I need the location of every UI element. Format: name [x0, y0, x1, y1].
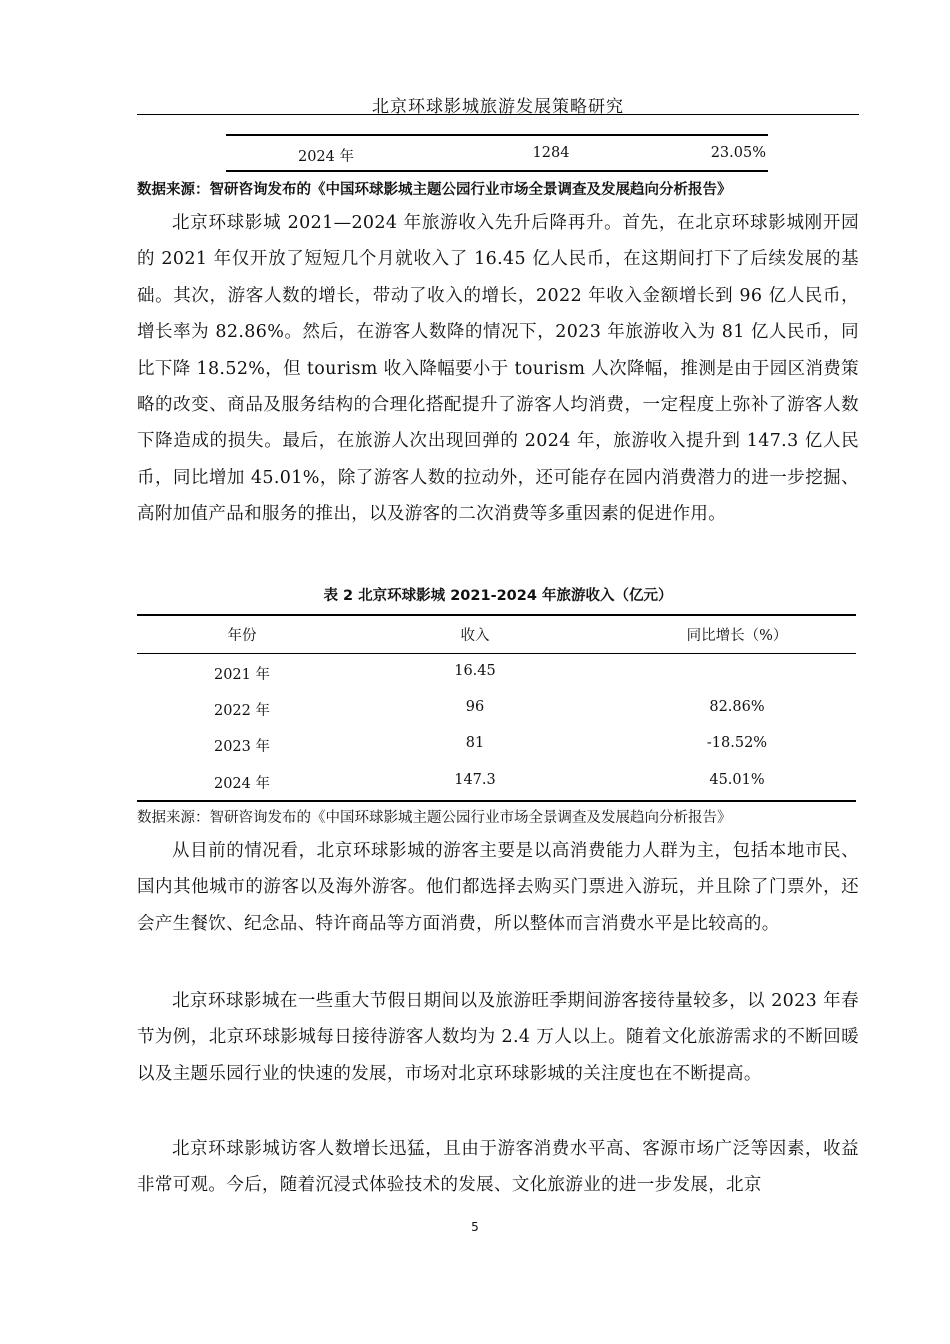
- table2-growth-cell: -18.52%: [706, 735, 768, 751]
- table2-income-cell: 16.45: [454, 663, 496, 679]
- running-header: 北京环球影城旅游发展策略研究: [372, 97, 624, 117]
- table2-growth-cell: 82.86%: [709, 699, 765, 715]
- table2-year-cell: 2022 年: [213, 703, 270, 719]
- table1-row-2024: [226, 145, 768, 167]
- table1-bottom-rule: [226, 170, 768, 172]
- table2-header-year: 年份: [227, 628, 257, 644]
- table2-header-rule: [137, 653, 856, 654]
- paragraph-visitor-profile: 从目前的情况看，北京环球影城的游客主要是以高消费能力人群为主，包括本地市民、国内其他城市的游客以及海外游客。他们都选择去购买门票进入游玩，并且除了门票外，还会产生餐饮、纪念品、特许商品等方面消费，所以整体而言消费水平是比较高的。: [137, 841, 859, 934]
- table2-growth-cell: 45.01%: [709, 772, 765, 788]
- table2-bottom-rule: [137, 800, 856, 802]
- table2-header-income: 收入: [460, 628, 490, 644]
- table2-year-cell: 2021 年: [213, 667, 270, 683]
- table2-source-note: 数据来源：智研咨询发布的《中国环球影城主题公园行业市场全景调查及发展趋向分析报告》: [137, 810, 732, 826]
- table1-year-cell: 2024 年: [297, 149, 354, 165]
- table-row: [137, 663, 856, 685]
- table2-income-cell: 96: [465, 699, 485, 715]
- paragraph-revenue-trend: 北京环球影城 2021—2024 年旅游收入先升后降再升。首先，在北京环球影城刚开园的 2021 年仅开放了短短几个月就收入了 16.45 亿人民币，在这期间打下了后续发展的基础。其次，游客人数的增长，带动了收入的增长，2022 年收入金额增长到 96 亿人民币，增长率为 82.86%。然后，在游客人数降的情况下，2023 年旅游收入为 81 亿人民币，同比下降 18.52%，但 tourism 收入降幅要小于 tourism 人次降幅，推测是由于园区消费策略的改变、商品及服务结构的合理化搭配提升了游客人均消费，一定程度上弥补了游客人数下降造成的损失。最后，在旅游人次出现回弹的 2024 年，旅游收入提升到 147.3 亿人民币，同比增加 45.01%，除了游客人数的拉动外，还可能存在园内消费潜力的进一步挖掘、高附加值产品和服务的推出，以及游客的二次消费等多重因素的促进作用。: [137, 213, 859, 525]
- table1-rate-cell: 23.05%: [710, 145, 766, 161]
- paragraph-peak-season: 北京环球影城在一些重大节假日期间以及旅游旺季期间游客接待量较多，以 2023 年春节为例，北京环球影城每日接待游客人数均为 2.4 万人以上。随着文化旅游需求的不断回暖以及主题乐园行业的快速的发展，市场对北京环球影城的关注度也在不断提高。: [137, 991, 859, 1084]
- table2-year-cell: 2023 年: [213, 739, 270, 755]
- table2-caption: 表 2 北京环球影城 2021-2024 年旅游收入（亿元）: [323, 588, 673, 604]
- table2-header-row: [137, 624, 856, 646]
- table1-value-cell: 1284: [532, 145, 570, 161]
- table1-source-note: 数据来源：智研咨询发布的《中国环球影城主题公园行业市场全景调查及发展趋向分析报告》: [137, 182, 732, 198]
- table2-header-growth: 同比增长（%）: [686, 628, 788, 644]
- header-rule: [137, 114, 859, 115]
- table-row: [137, 735, 856, 757]
- table1-top-rule: [226, 134, 768, 136]
- table2-top-rule: [137, 614, 856, 616]
- table2-year-cell: 2024 年: [213, 776, 270, 792]
- table2-income-cell: 147.3: [454, 772, 496, 788]
- page-number: 5: [471, 1220, 479, 1234]
- table-row: [137, 699, 856, 721]
- table-row: [137, 772, 856, 794]
- table2-income-cell: 81: [465, 735, 485, 751]
- paragraph-outlook: 北京环球影城访客人数增长迅猛，且由于游客消费水平高、客源市场广泛等因素，收益非常可观。今后，随着沉浸式体验技术的发展、文化旅游业的进一步发展，北京: [137, 1139, 859, 1196]
